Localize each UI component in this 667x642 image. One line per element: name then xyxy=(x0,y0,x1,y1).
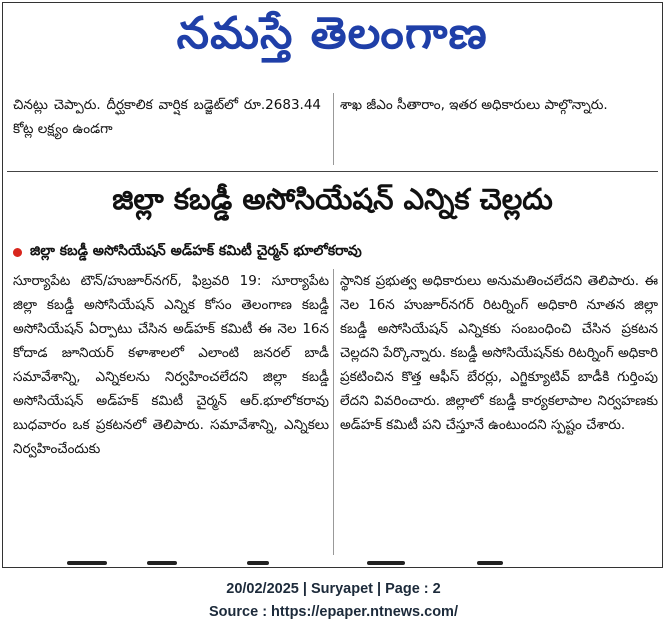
article-body-right xyxy=(340,269,658,437)
masthead xyxy=(3,3,662,75)
masthead-title: నమస్తే తెలంగాణ xyxy=(176,8,489,59)
top-column-divider xyxy=(333,93,334,165)
bullet-dot-icon xyxy=(13,248,22,257)
article-subhead xyxy=(13,243,658,262)
article-headline: జిల్లా కబడ్డీ అసోసియేషన్‌ ఎన్నిక చెల్లదు xyxy=(112,182,553,216)
body-column-divider xyxy=(333,269,334,555)
top-right-paragraph: శాఖ జీఎం సీతారాం, ఇతర అధికారులు పాల్గొన్నారు. xyxy=(340,97,608,113)
subhead-text: జిల్లా కబడ్డీ అసోసియేషన్‌ అడ్‌హక్‌ కమిటీ చైర్మన్‌ భూలోకరావు xyxy=(30,243,362,259)
newspaper-clipping xyxy=(2,2,663,568)
cropped-next-line xyxy=(7,558,658,568)
article-right-paragraph: స్థానిక ప్రభుత్వ అధికారులు అనుమతించలేదని తెలిపారు. ఈ నెల 16న హుజూర్‌నగర్‌ రిటర్నింగ్‌ అధికారి నూతన జిల్లా కబడ్డీ అసోసియేషన్‌ ఎన్నికకు సంబంధించి చేసిన ప్రకటన చెల్లదని పేర్కొన్నారు. కబడ్డీ అసోసియేషన్‌కు రిటర్నింగ్‌ అధికారి ప్రకటించిన కొత్త ఆఫీస్‌ బేరర్లు, ఎగ్జిక్యూటివ్‌ బాడీకి గుర్తింపు లేదని వివరించారు. జిల్లాలో కబడ్డీ కార్యకలాపాల నిర్వహణకు అడ్‌హక్‌ కమిటీ పని చేస్తూనే ఉంటుందని స్పష్టం చేశారు. xyxy=(340,273,658,433)
clipping-footer xyxy=(0,578,667,624)
footer-source: Source : https://epaper.ntnews.com/ xyxy=(209,604,458,620)
top-left-text xyxy=(13,93,321,141)
footer-date-edition-page: 20/02/2025 | Suryapet | Page : 2 xyxy=(226,581,441,597)
top-left-paragraph: చినట్లు చెప్పారు. దీర్ఘకాలిక వార్షిక బడ్జెట్‌లో రూ.2683.44 కోట్ల లక్ష్యం ఉండగా xyxy=(13,97,321,137)
article-body-left xyxy=(13,269,329,461)
top-right-text xyxy=(340,93,658,117)
headline-rule xyxy=(7,171,658,172)
article-left-paragraph: సూర్యాపేట టౌన్‌/హుజూర్‌నగర్‌, ఫిబ్రవరి 19: సూర్యాపేట జిల్లా కబడ్డీ అసోసియేషన్‌ ఎన్నిక కోసం తెలంగాణ కబడ్డీ అసోసియేషన్‌ ఏర్పాటు చేసిన అడ్‌హక్‌ కమిటీ ఈ నెల 16న కోదాడ జూనియర్‌ కళాశాలలో ఎలాంటి జనరల్‌ బాడీ సమావేశాన్ని, ఎన్నికలను నిర్వహించలేదని జిల్లా కబడ్డీ అసోసియేషన్‌ అడ్‌హక్‌ కమిటీ చైర్మన్‌ ఆర్‌.భూలోకరావు బుధవారం ఒక ప్రకటనలో తెలిపారు. సమావేశాన్ని, ఎన్నికలు నిర్వహించేందుకు xyxy=(13,273,329,457)
